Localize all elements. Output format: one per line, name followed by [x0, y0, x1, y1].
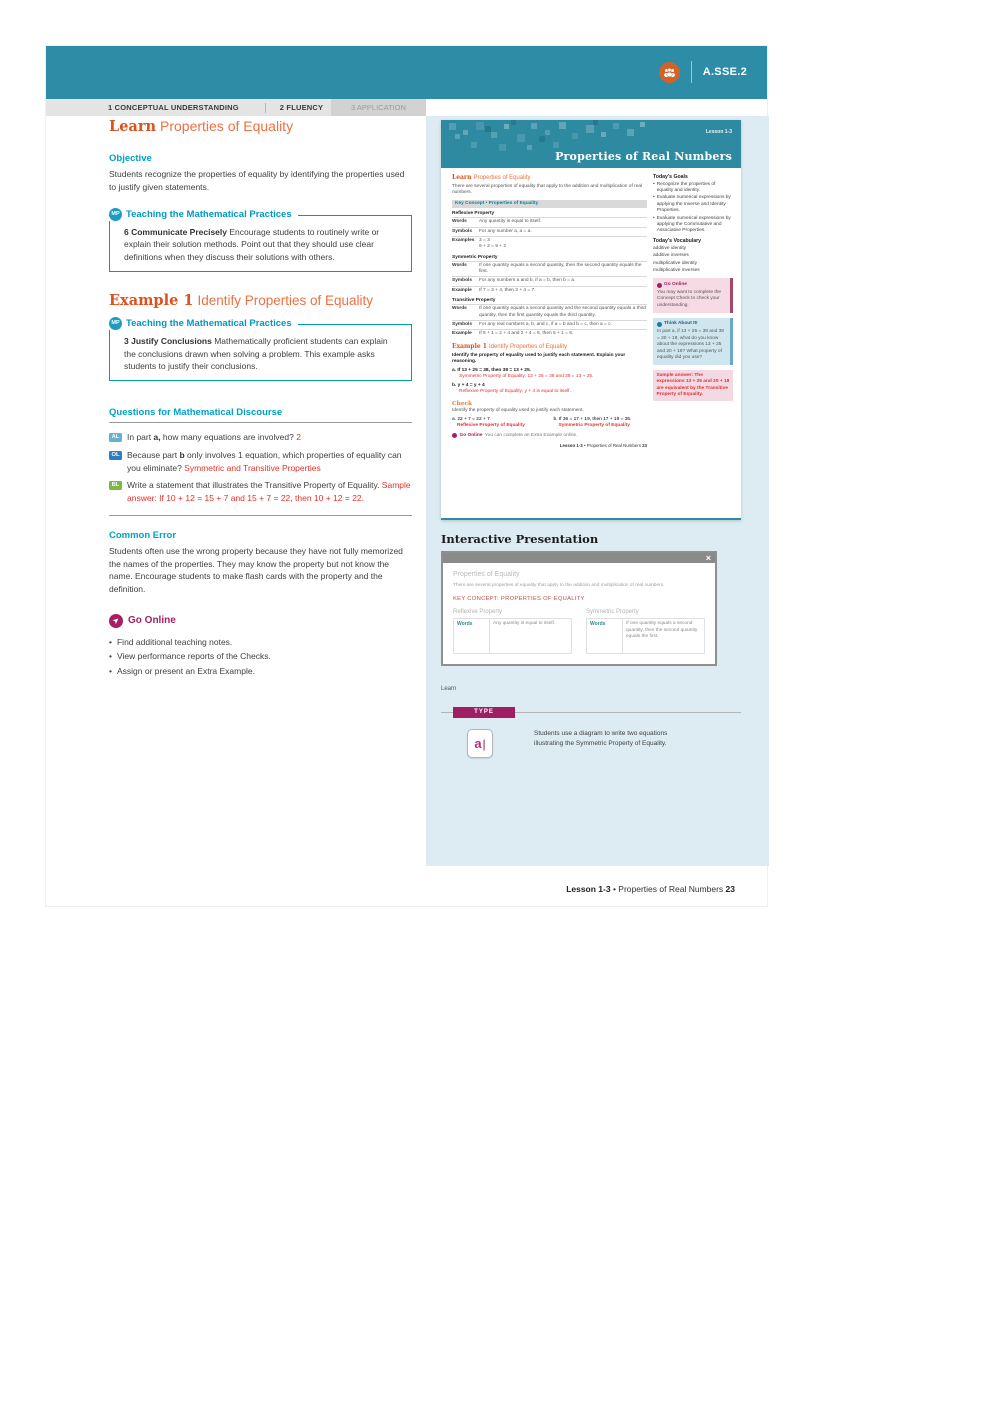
goal-2-text: Evaluate numerical expressions by applying the Inverse and Identity Properties.	[656, 195, 731, 213]
header-right-group	[659, 61, 747, 83]
mini-example-directions: Identify the property of equality used to justify each statement. Explain your reasoning.	[452, 352, 626, 364]
key-concept-bar: Key Concept • Properties of Equality	[452, 200, 647, 208]
row-value: For any real numbers a, b, and c, if a = b and b = c, then a = c.	[479, 321, 612, 327]
words-text: Any quantity is equal to itself.	[493, 621, 556, 627]
example-line-2: 9 + 2 = 9 + 2	[479, 244, 507, 250]
symmetric-column	[586, 609, 705, 654]
question-ol-text	[127, 449, 412, 475]
collaboration-icon[interactable]	[659, 62, 680, 83]
think-about-it-heading-row	[657, 321, 726, 327]
item-label: a.	[452, 367, 457, 373]
row-value: If 7 = 3 + 4, then 3 + 4 = 7.	[479, 287, 536, 293]
type-badge: TYPE	[453, 707, 515, 718]
mini-intro: There are several properties of equality that apply to the addition and multiplication of real numbers.	[452, 183, 643, 195]
text-entry-icon	[467, 729, 493, 758]
go-online-bullet-1-text: Find additional teaching notes.	[116, 636, 233, 647]
check-item-a	[452, 417, 546, 429]
learn-heading	[109, 118, 412, 135]
footer-title: • Properties of Real Numbers	[610, 884, 726, 894]
mp-box-1	[109, 215, 412, 272]
check-items	[452, 417, 647, 429]
goal-3	[653, 216, 733, 235]
student-page-sidebar	[653, 168, 741, 504]
reflexive-examples-row	[452, 236, 647, 251]
mp-box-2	[109, 324, 412, 381]
sidebar-go-online-heading-row	[657, 282, 726, 288]
text-cursor: |	[482, 736, 486, 751]
mini-go-online-label: Go Online	[459, 433, 483, 439]
row-value: If one quantity equals a second quantity and the second quantity equals a third quantity, then the first quantity equals the third quantity.	[479, 306, 646, 318]
sample-answer-box: Sample answer: The expressions 13 + 25 and 20 + 18 are equivalent by the Transitive Property of Equality.	[653, 370, 733, 401]
sidebar-go-online-heading: Go Online	[664, 281, 687, 287]
mp-section-2	[109, 317, 412, 381]
reflexive-table	[453, 618, 572, 654]
interactive-presentation-heading: Interactive Presentation	[441, 532, 599, 546]
row-label: Example	[452, 331, 472, 337]
sidebar-go-online-box	[653, 278, 733, 312]
check-item-b	[554, 417, 648, 429]
question-bl	[109, 479, 412, 505]
think-about-it-heading: Think About It!	[664, 321, 698, 327]
student-page-header	[441, 120, 741, 168]
type-row	[441, 729, 741, 758]
question-al-text	[127, 431, 301, 444]
mp-box-2-practice: 3 Justify Conclusions	[124, 335, 212, 346]
question-bl-pre: Write a statement that illustrates the Transitive Property of Equality.	[127, 480, 382, 491]
question-bl-text	[127, 479, 412, 505]
bullet-dot: •	[109, 636, 112, 647]
mp-section-1	[109, 208, 412, 272]
example-1-title: Identify Properties of Equality	[197, 292, 374, 308]
check-directions: Identify the property of equality used to justify each statement.	[452, 408, 584, 414]
go-online-heading-row	[109, 614, 412, 628]
header-divider	[691, 61, 692, 83]
question-bl-answer: Sample answer: If 10 + 12 = 15 + 7 and 15 + 7 = 22, then 10 + 12 = 22.	[127, 480, 411, 503]
rigor-tab-bar	[46, 99, 426, 116]
mp-icon: MP	[109, 317, 122, 330]
check-a-statement: a. 22 + 7 = 22 + 7	[452, 416, 490, 422]
transitive-example-row	[452, 329, 647, 338]
tab-conceptual-understanding[interactable]: 1 CONCEPTUAL UNDERSTANDING	[108, 103, 239, 112]
mp-box-1-practice: 6 Communicate Precisely	[124, 226, 227, 237]
symmetric-example-row	[452, 286, 647, 295]
close-icon: ×	[705, 553, 711, 563]
check-a-answer: Reflexive Property of Equality	[457, 423, 525, 429]
reflexive-column-heading: Reflexive Property	[453, 608, 503, 615]
mini-example-heading	[452, 343, 647, 350]
vocab-term: additive inverses	[653, 253, 689, 259]
mini-learn-heading	[452, 174, 647, 181]
reflexive-name: Reflexive Property	[452, 211, 495, 217]
check-b-statement: b. If 36 = 17 + 19, then 17 + 19 = 36.	[553, 416, 632, 422]
example-1-keyword: Example 1	[109, 291, 194, 309]
objective-heading: Objective	[109, 153, 152, 164]
slide-columns	[453, 609, 705, 654]
tab-fluency[interactable]: 2 FLUENCY	[279, 103, 324, 112]
footer-lesson: Lesson 1-3	[566, 884, 611, 894]
goal-3-text: Evaluate numerical expressions by applying the Commutative and Associative Properties.	[656, 215, 731, 234]
mini-go-online-text: You can complete an Extra Example online.	[484, 433, 578, 439]
go-online-icon	[452, 433, 457, 438]
question-ol-post: only involves 1 equation, which properties of equality can you eliminate?	[127, 449, 402, 473]
think-about-it-icon	[657, 322, 662, 327]
goal-1-text: Recognize the properties of equality and identity.	[656, 181, 716, 193]
level-badge-bl: BL	[109, 481, 122, 490]
standard-code: A.SSE.2	[702, 66, 747, 78]
row-label: Examples	[452, 237, 475, 243]
common-error-text: Students often use the wrong property because they have not fully memorized the names of the properties. They may know the property but not know the name. Encourage students to make flash cards with the property and the definition.	[109, 545, 403, 594]
discourse-questions	[109, 423, 412, 515]
tab-divider	[265, 103, 266, 113]
tab-application-label: 3 APPLICATION	[351, 103, 406, 112]
row-label: Example	[452, 287, 472, 293]
mini-lesson-tag: Lesson 1-3	[705, 129, 732, 135]
symmetric-symbols-row	[452, 276, 647, 285]
example-1-heading	[109, 292, 412, 309]
student-page-thumbnail	[441, 120, 741, 520]
row-label: Words	[452, 219, 467, 225]
mini-item-a-answer: Symmetric Property of Equality; 13 + 25 = 38 and 38 = 13 + 25.	[459, 374, 594, 380]
people-icon	[663, 68, 676, 77]
mini-footer-page-number: 23	[642, 443, 647, 449]
row-label: Symbols	[452, 228, 472, 234]
row-value: Any quantity is equal to itself.	[479, 219, 542, 225]
question-ol	[109, 449, 412, 475]
mini-go-online-row	[452, 433, 647, 438]
type-section	[441, 709, 741, 758]
discourse-rule-bottom	[109, 515, 412, 516]
slide-key-concept: KEY CONCEPT: PROPERTIES OF EQUALITY	[453, 595, 585, 602]
goal-1	[653, 182, 733, 194]
symmetric-name: Symmetric Property	[452, 254, 498, 260]
level-badge-al: AL	[109, 433, 122, 442]
question-al	[109, 431, 412, 444]
row-value: If one quantity equals a second quantity, then the second quantity equals the first.	[479, 262, 642, 275]
mini-page-title: Properties of Real Numbers	[555, 150, 732, 163]
top-header-bar	[46, 46, 767, 99]
symmetric-column-heading: Symmetric Property	[586, 608, 639, 615]
go-online-bullet-3-text: Assign or present an Extra Example.	[116, 665, 255, 676]
common-error-heading: Common Error	[109, 529, 177, 541]
mini-learn-keyword: Learn	[452, 174, 472, 181]
presentation-caption: Learn	[441, 686, 457, 692]
mini-item-b	[452, 383, 647, 388]
todays-vocabulary-heading: Today's Vocabulary	[653, 238, 702, 245]
vocab-term: multiplicative identity	[653, 260, 697, 266]
item-text: y + 4 = y + 4	[457, 382, 485, 388]
level-badge-ol: OL	[109, 451, 122, 460]
words-label: Words	[587, 619, 623, 653]
question-ol-answer: Symmetric and Transitive Properties	[184, 462, 321, 473]
go-online-icon	[109, 614, 123, 628]
question-ol-pre: Because part	[127, 449, 180, 460]
question-ol-bold: b	[179, 449, 185, 460]
mini-example-keyword: Example 1	[452, 343, 487, 351]
words-label: Words	[454, 619, 490, 653]
row-label: Words	[452, 262, 467, 268]
row-value: For any numbers a and b, if a = b, then b = a.	[479, 278, 576, 284]
learn-keyword: Learn	[109, 118, 156, 135]
go-online-bullet-2	[109, 649, 412, 663]
presentation-window	[441, 551, 717, 666]
question-al-answer: 2	[296, 432, 301, 442]
sidebar-go-online-text: You may want to complete the Concept Check to check your understanding.	[657, 289, 722, 308]
go-online-bullets	[109, 635, 412, 678]
bullet-dot: •	[653, 215, 655, 221]
todays-goals-heading: Today's Goals	[653, 174, 688, 180]
mini-item-a	[452, 368, 647, 373]
vocab-term: additive identity	[653, 245, 687, 251]
reflexive-symbols-row	[452, 227, 647, 236]
window-body	[443, 563, 715, 664]
student-page-main	[441, 168, 653, 504]
discourse-heading: Questions for Mathematical Discourse	[109, 407, 283, 418]
symmetric-table	[586, 618, 705, 654]
mp-icon: MP	[109, 208, 122, 221]
window-titlebar	[443, 553, 715, 563]
cursor-arrow-icon: ➤	[110, 614, 122, 626]
item-label: b.	[452, 382, 457, 388]
think-about-it-text: In part a, if 13 + 25 = 38 and 38 = 20 + 18, what do you know about the expressions 13 + 25 and 20 + 18? What property of equality did you use?	[657, 329, 724, 361]
mini-page-footer	[452, 443, 647, 448]
transitive-words-row	[452, 304, 647, 319]
mp-heading-2	[109, 317, 298, 330]
check-heading: Check	[452, 400, 473, 407]
go-online-bullet-3	[109, 664, 412, 678]
letter-a: a	[474, 736, 482, 751]
bullet-dot: •	[109, 651, 112, 662]
student-page-body	[441, 168, 741, 504]
words-text: If one quantity equals a second quantity, then the second quantity equals the first.	[626, 621, 698, 640]
mp-heading-1	[109, 208, 298, 221]
mp-box-1-text: Encourage students to routinely write or explain their solution methods. Point out that they should use clear definitions when they discuss their solutions with others.	[124, 226, 380, 262]
page-sheet	[45, 45, 768, 907]
page-footer	[566, 884, 735, 894]
transitive-symbols-row	[452, 320, 647, 329]
goal-2	[653, 195, 733, 214]
mini-item-b-answer: Reflexive Property of Equality; y + 4 is equal to itself.	[459, 389, 571, 395]
check-b-answer: Symmetric Property of Equality	[558, 423, 630, 429]
question-al-bold: a,	[153, 432, 161, 442]
go-online-bullet-2-text: View performance reports of the Checks.	[116, 651, 271, 662]
mini-learn-title: Properties of Equality	[473, 175, 531, 181]
row-label: Symbols	[452, 278, 472, 284]
question-al-post: how many equations are involved?	[160, 432, 297, 442]
reflexive-column	[453, 609, 572, 654]
student-resources-panel	[426, 116, 769, 866]
question-al-pre: In part	[127, 432, 154, 442]
learn-title: Properties of Equality	[160, 118, 294, 134]
mp-heading-1-label: Teaching the Mathematical Practices	[126, 208, 292, 220]
mp-box-2-text: Mathematically proficient students can explain the conclusions drawn when solving a problem. This example asks students to justify their conclusions.	[124, 335, 388, 372]
reflexive-words-row	[452, 217, 647, 226]
row-label: Words	[452, 306, 467, 312]
bullet-dot: •	[109, 665, 112, 676]
mini-footer-title: • Properties of Real Numbers	[582, 443, 643, 449]
mini-example-title: Identify Properties of Equality	[488, 344, 567, 351]
type-description: Students use a diagram to write two equations illustrating the Symmetric Property of Equality.	[534, 730, 668, 748]
row-value: If 5 + 1 = 2 + 4 and 2 + 4 = 6, then 5 + 1 = 6.	[479, 331, 574, 337]
go-online-icon	[657, 283, 662, 288]
row-value	[479, 238, 647, 250]
think-about-it-box	[653, 318, 733, 365]
transitive-name: Transitive Property	[452, 298, 496, 304]
example-line-1: 3 = 3	[479, 237, 490, 243]
bullet-dot: •	[653, 195, 655, 201]
mini-footer-lesson: Lesson 1-3	[559, 443, 583, 449]
symmetric-words-row	[452, 261, 647, 276]
vocabulary-list	[653, 246, 733, 274]
item-text: If 13 + 25 = 38, then 38 = 13 + 25.	[457, 367, 531, 373]
objective-text: Students recognize the properties of equality by identifying the properties used to justify given statements.	[109, 169, 405, 192]
slide-title: Properties of Equality	[453, 571, 520, 578]
row-value: For any number a, a = a.	[479, 228, 532, 234]
go-online-bullet-1	[109, 635, 412, 649]
footer-page-number: 23	[725, 884, 735, 894]
tab-application[interactable]	[331, 99, 426, 116]
vocab-term: multiplicative inverses	[653, 268, 700, 274]
mp-heading-2-label: Teaching the Mathematical Practices	[126, 317, 292, 329]
go-online-heading: Go Online	[128, 615, 176, 627]
row-label: Symbols	[452, 321, 472, 327]
bullet-dot: •	[653, 181, 655, 187]
teacher-notes-column	[109, 116, 412, 678]
slide-intro: There are several properties of equality that apply to the addition and multiplication of real numbers.	[453, 583, 665, 588]
